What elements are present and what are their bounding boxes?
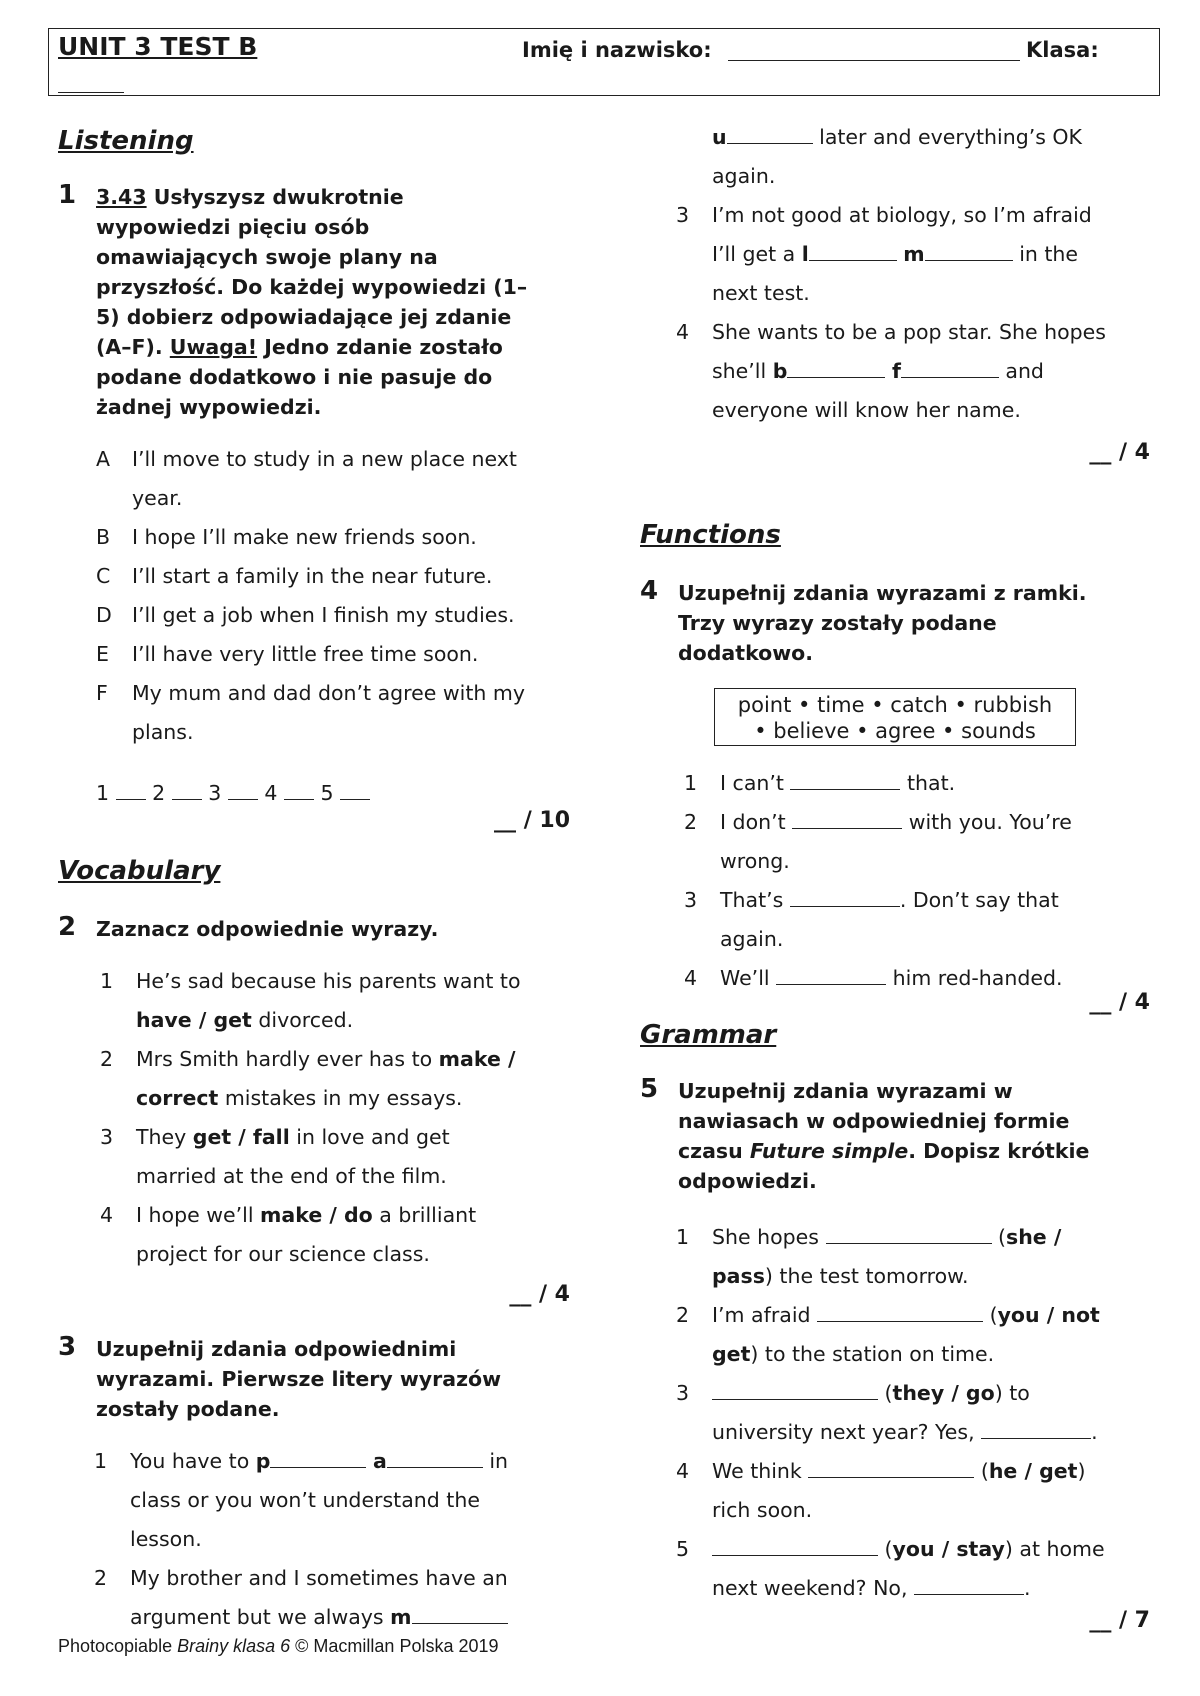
section-vocabulary: Vocabulary bbox=[58, 856, 221, 886]
task-1-instruction: 3.43 Usłyszysz dwukrotnie wypowiedzi pięciu osób omawiających swoje plany na przyszłość. Do każdej wypowiedzi (1– 5) dobierz odpowiadające jej zdanie (A–F). Uwaga! Jedno zdanie zostało podane dodatkowo i nie pasuje do żadnej wypowiedzi. bbox=[96, 185, 528, 419]
answer-blank[interactable] bbox=[901, 359, 999, 378]
list-item: 4 She wants to be a pop star. She hopes bbox=[676, 320, 1106, 344]
answer-blank[interactable] bbox=[817, 1303, 983, 1322]
score-task-1: __ / 10 bbox=[494, 808, 570, 833]
list-item: 3 They get / fall in love and get bbox=[100, 1125, 450, 1149]
task-3-items-left: 1 You have to p a in class or you won’t understand the lesson. 2 My brother and I sometimes have an argument but we always m bbox=[94, 1442, 584, 1637]
answer-blank[interactable] bbox=[787, 359, 885, 378]
answer-blank[interactable] bbox=[808, 1459, 974, 1478]
task-3-items-right: u later and everything’s OK again. 3 I’m not good at biology, so I’m afraid I’ll get a l m in the next test. 4 She wants to be a pop star. She hopes she’ll b f and everyone will know her name. bbox=[676, 118, 1166, 430]
task-number-5: 5 bbox=[640, 1074, 659, 1104]
list-item: 1 He’s sad because his parents want to bbox=[100, 969, 521, 993]
list-item: 3 I’m not good at biology, so I’m afraid bbox=[676, 203, 1092, 227]
list-item: 4 We’ll him red-handed. bbox=[684, 966, 1063, 990]
answer-blank[interactable] bbox=[412, 1605, 508, 1624]
answer-blank[interactable] bbox=[790, 771, 900, 790]
list-item: 2 Mrs Smith hardly ever has to make / bbox=[100, 1047, 516, 1071]
score-task-5: __ / 7 bbox=[1089, 1608, 1150, 1633]
answer-blank[interactable] bbox=[727, 125, 813, 144]
task-number-1: 1 bbox=[58, 180, 77, 210]
choice[interactable]: have / get bbox=[136, 1008, 252, 1032]
answer-blank[interactable] bbox=[387, 1449, 483, 1468]
task-2-instruction: Zaznacz odpowiednie wyrazy. bbox=[96, 917, 439, 941]
choice[interactable]: make / do bbox=[260, 1203, 373, 1227]
answer-blank[interactable] bbox=[228, 781, 258, 800]
score-task-2: __ / 4 bbox=[509, 1282, 570, 1307]
class-label: Klasa: bbox=[1026, 38, 1099, 62]
list-item: B I hope I’ll make new friends soon. bbox=[96, 525, 477, 549]
answer-blank[interactable] bbox=[914, 1576, 1024, 1595]
answer-blank[interactable] bbox=[172, 781, 202, 800]
task-3-instruction: Uzupełnij zdania odpowiednimi wyrazami. Pierwsze litery wyrazów zostały podane. bbox=[96, 1337, 502, 1421]
task-4-instruction: Uzupełnij zdania wyrazami z ramki. Trzy wyrazy zostały podane dodatkowo. bbox=[678, 581, 1087, 665]
task-5-instruction: Uzupełnij zdania wyrazami w nawiasach w odpowiedniej formie czasu Future simple. Dopisz krótkie odpowiedzi. bbox=[678, 1079, 1090, 1193]
choice[interactable]: correct bbox=[136, 1086, 219, 1110]
footer-copyright: Photocopiable Brainy klasa 6 © Macmillan Polska 2019 bbox=[58, 1636, 499, 1656]
answer-blank[interactable] bbox=[712, 1537, 878, 1556]
answer-blank[interactable] bbox=[776, 966, 886, 985]
answer-blank[interactable] bbox=[116, 781, 146, 800]
answer-blank[interactable] bbox=[340, 781, 370, 800]
name-label: Imię i nazwisko: bbox=[522, 38, 712, 62]
task-2-items: 1 He’s sad because his parents want to have / get divorced. 2 Mrs Smith hardly ever has to make / correct mistakes in my essays. 3 They get / fall in love and get married at the end of the film. 4 I hope we’ll make / do a brilliant project for our science class. bbox=[100, 962, 580, 1274]
section-grammar: Grammar bbox=[640, 1020, 777, 1050]
task-number-4: 4 bbox=[640, 576, 659, 606]
list-item: 2 My brother and I sometimes have an bbox=[94, 1566, 508, 1590]
list-item: F My mum and dad don’t agree with my bbox=[96, 681, 525, 705]
word-box: point • time • catch • rubbish • believe • agree • sounds bbox=[714, 688, 1076, 746]
audio-ref: 3.43 bbox=[96, 185, 147, 209]
answer-blank[interactable] bbox=[809, 242, 897, 261]
answer-blank[interactable] bbox=[792, 810, 902, 829]
name-field[interactable] bbox=[728, 60, 1020, 61]
list-item: 4 We think (he / get) bbox=[676, 1459, 1086, 1483]
task-5-items: 1 She hopes (she / pass) the test tomorrow. 2 I’m afraid (you / not get) to the station on time. 3 (they / go) to university next year? Yes, . 4 We think (he / get) rich soon. 5 (you / stay) at home next weekend? No, . bbox=[676, 1218, 1166, 1608]
answer-blank[interactable] bbox=[284, 781, 314, 800]
list-item: A I’ll move to study in a new place next bbox=[96, 447, 517, 471]
list-item: 1 You have to p a in bbox=[94, 1449, 509, 1473]
answer-blank[interactable] bbox=[270, 1449, 366, 1468]
choice[interactable]: make / bbox=[438, 1047, 516, 1071]
answer-row: 1 2 3 4 5 bbox=[96, 774, 370, 813]
list-item: 3 That’s . Don’t say that bbox=[684, 888, 1059, 912]
list-item: 2 I’m afraid (you / not bbox=[676, 1303, 1100, 1327]
score-task-3: __ / 4 bbox=[1089, 440, 1150, 465]
list-item: 5 (you / stay) at home bbox=[676, 1537, 1105, 1561]
task-4-items: 1 I can’t that. 2 I don’t with you. You’re wrong. 3 That’s . Don’t say that again. 4 We’ll him red-handed. bbox=[684, 764, 1164, 998]
answer-blank[interactable] bbox=[712, 1381, 878, 1400]
list-item: E I’ll have very little free time soon. bbox=[96, 642, 479, 666]
list-item: 3 (they / go) to bbox=[676, 1381, 1030, 1405]
task-number-3: 3 bbox=[58, 1332, 77, 1362]
answer-blank[interactable] bbox=[925, 242, 1013, 261]
score-task-4: __ / 4 bbox=[1089, 990, 1150, 1015]
page-title: UNIT 3 TEST B bbox=[58, 32, 258, 61]
options-list: A I’ll move to study in a new place next year. B I hope I’ll make new friends soon. C I’ll start a family in the near future. D I’ll get a job when I finish my studies. E I’ll have very little free time soon. F My mum and dad don’t agree with my plans. bbox=[96, 440, 586, 752]
task-number-2: 2 bbox=[58, 912, 77, 942]
list-item: D I’ll get a job when I finish my studies. bbox=[96, 603, 515, 627]
answer-blank[interactable] bbox=[981, 1420, 1091, 1439]
list-item: 4 I hope we’ll make / do a brilliant bbox=[100, 1203, 477, 1227]
list-item: 1 She hopes (she / bbox=[676, 1225, 1062, 1249]
section-functions: Functions bbox=[640, 520, 781, 550]
list-item: 1 I can’t that. bbox=[684, 771, 956, 795]
answer-blank[interactable] bbox=[826, 1225, 992, 1244]
class-field[interactable] bbox=[58, 92, 124, 93]
section-listening: Listening bbox=[58, 126, 194, 156]
list-item: C I’ll start a family in the near future. bbox=[96, 564, 493, 588]
list-item: 2 I don’t with you. You’re bbox=[684, 810, 1072, 834]
answer-blank[interactable] bbox=[790, 888, 900, 907]
choice[interactable]: get / fall bbox=[192, 1125, 290, 1149]
